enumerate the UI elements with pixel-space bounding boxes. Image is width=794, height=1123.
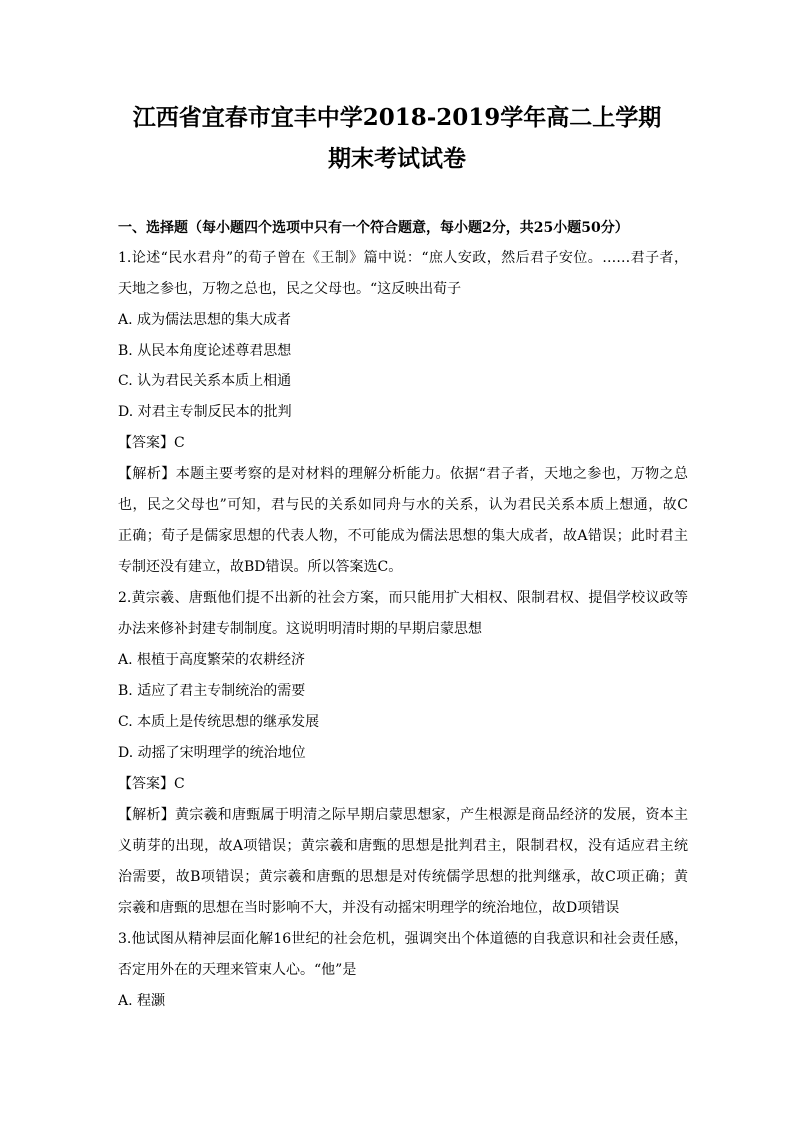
q2-analysis-line3: 治需要，故B项错误；黄宗羲和唐甄的思想是对传统儒学思想的批判继承，故C项正确；黄 <box>118 869 688 885</box>
q2-option-a: A. 根植于高度繁荣的农耕经济 <box>118 652 306 668</box>
exam-title-line2: 期末考试试卷 <box>328 145 466 172</box>
q2-analysis-line4: 宗羲和唐甄的思想在当时影响不大，并没有动摇宋明理学的统治地位，故D项错误 <box>118 900 620 916</box>
q1-stem-line2: 天地之参也，万物之总也，民之父母也。“这反映出荀子 <box>118 281 462 297</box>
q1-analysis-line3: 正确；荀子是儒家思想的代表人物，不可能成为儒法思想的集大成者，故A错误；此时君主 <box>118 528 688 544</box>
q2-stem-line2: 办法来修补封建专制制度。这说明明清时期的早期启蒙思想 <box>118 621 482 637</box>
exam-title-line1: 江西省宜春市宜丰中学2018-2019学年高二上学期 <box>132 104 662 131</box>
q1-option-b: B. 从民本角度论述尊君思想 <box>118 343 292 359</box>
q1-analysis-line2: 也，民之父母也”可知，君与民的关系如同舟与水的关系，认为君民关系本质上想通，故C <box>118 497 688 513</box>
q2-option-d: D. 动摇了宋明理学的统治地位 <box>118 745 306 761</box>
q1-analysis-line1: 【解析】本题主要考察的是对材料的理解分析能力。依据“君子者，天地之参也，万物之总 <box>118 466 688 482</box>
q2-option-c: C. 本质上是传统思想的继承发展 <box>118 714 320 730</box>
q1-option-d: D. 对君主专制反民本的批判 <box>118 404 292 420</box>
q2-stem-line1: 2.黄宗羲、唐甄他们提不出新的社会方案，而只能用扩大相权、限制君权、提倡学校议政等 <box>118 590 688 606</box>
q1-option-c: C. 认为君民关系本质上相通 <box>118 373 292 389</box>
q1-analysis-line4: 专制还没有建立，故BD错误。所以答案选C。 <box>118 559 403 575</box>
q3-stem-line2: 否定用外在的天理来管束人心。“他”是 <box>118 962 357 978</box>
section-heading: 一、选择题（每小题四个选项中只有一个符合题意，每小题2分，共25小题50分） <box>118 220 629 236</box>
q2-analysis-line1: 【解析】黄宗羲和唐甄属于明清之际早期启蒙思想家，产生根源是商品经济的发展，资本主 <box>118 807 688 823</box>
q2-answer: 【答案】C <box>118 776 185 792</box>
q1-answer: 【答案】C <box>118 435 185 451</box>
q2-analysis-line2: 义萌芽的出现，故A项错误；黄宗羲和唐甄的思想是批判君主，限制君权，没有适应君主统 <box>118 838 688 854</box>
q1-option-a: A. 成为儒法思想的集大成者 <box>118 312 292 328</box>
q1-stem-line1: 1.论述“民水君舟”的荀子曾在《王制》篇中说：“庶人安政，然后君子安位。……君子者， <box>118 250 688 266</box>
q2-option-b: B. 适应了君主专制统治的需要 <box>118 683 306 699</box>
q3-option-a: A. 程灏 <box>118 993 166 1009</box>
q3-stem-line1: 3.他试图从精神层面化解16世纪的社会危机，强调突出个体道德的自我意识和社会责任感， <box>118 931 688 947</box>
